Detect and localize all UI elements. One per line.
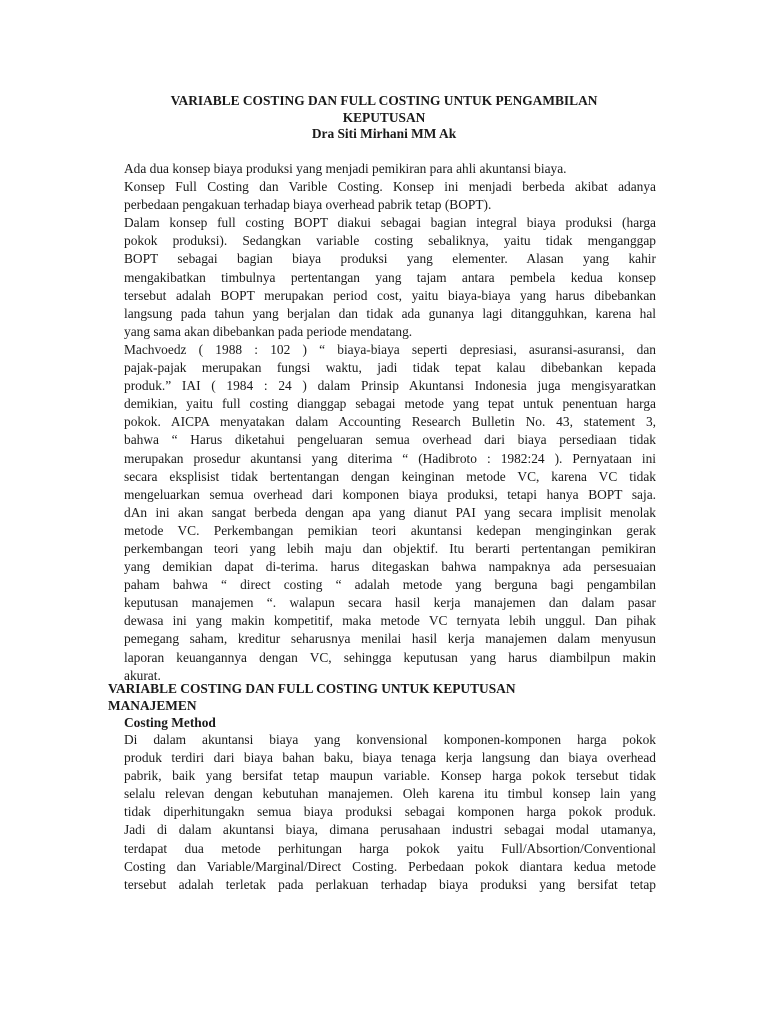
paragraph-line: tersebut adalah BOPT merupakan period cost, yaitu biaya-biaya yang harus dibebankan <box>124 287 656 303</box>
paragraph-line: Costing dan Variable/Marginal/Direct Costing. Perbedaan pokok diantara kedua metode <box>124 858 656 874</box>
paragraph-line: terdapat dua metode perhitungan harga pokok yaitu Full/Absortion/Conventional <box>124 840 656 856</box>
author-line: Dra Siti Mirhani MM Ak <box>311 126 457 141</box>
paragraph-line: dAn ini akan sangat berbeda dengan apa yang dianut PAI yang secara implisit menolak <box>124 504 656 520</box>
paragraph-line: langsung pada tahun yang berjalan dan tidak ada gunanya lagi ditangguhkan, karena hal <box>124 305 656 321</box>
paragraph-line: metode VC. Perkembangan pemikian teori akuntansi kedepan menginginkan gerak <box>124 522 656 538</box>
paragraph-line: merupakan prosedur akuntansi yang diterima “ (Hadibroto : 1982:24 ). Pernyataan ini <box>124 450 656 466</box>
paragraph-line: Konsep Full Costing dan Varible Costing. Konsep ini menjadi berbeda akibat adanya <box>124 179 656 195</box>
paragraph-line: yang sama akan dibebankan pada periode mendatang. <box>124 323 413 339</box>
paragraph-line: pokok. AICPA menyatakan dalam Accounting Research Bulletin No. 43, statement 3, <box>124 414 656 430</box>
paragraph-line: BOPT sebagai bagian biaya produksi yang elementer. Alasan yang kahir <box>124 251 656 267</box>
paragraph-line: perkembangan teori yang lebih maju dan objektif. Itu berarti pertentangan pemikiran <box>124 540 656 556</box>
paragraph-line: dewasa ini yang makin kompetitif, maka metode VC ternyata lebih unggul. Dan pihak <box>124 613 656 629</box>
paragraph-line: laporan keuangannya dengan VC, sehingga keputusan yang harus diambilpun makin <box>124 649 656 665</box>
section2-heading <box>108 680 648 714</box>
paragraph-line: pabrik, baik yang bersifat tetap maupun variable. Konsep harga pokok tersebut tidak <box>124 768 656 784</box>
paragraph-line: secara eksplisist tidak bertentangan dengan keinginan metode VC, karena VC tidak <box>124 468 656 484</box>
paragraph-line: mengeluarkan semua overhead dari komponen biaya produksi, tetapi hanya BOPT saja. <box>124 486 656 502</box>
costing-method-subheading: Costing Method <box>124 715 216 730</box>
paragraph-line: Ada dua konsep biaya produksi yang menjadi pemikiran para ahli akuntansi biaya. <box>124 161 567 176</box>
paragraph-line: demikian, yaitu full costing dianggap sebagai metode yang tepat untuk penentuan harga <box>124 396 656 412</box>
paragraph-line: Jadi di dalam akuntansi biaya, dimana perusahaan industri sebagai modal utamanya, <box>124 822 656 838</box>
paragraph-line: perbedaan pengakuan terhadap biaya overhead pabrik tetap (BOPT). <box>124 197 492 213</box>
paragraph-line: selalu relevan dengan kebutuhan manajemen. Oleh karena itu timbul konsep lain yang <box>124 786 656 802</box>
document-title <box>100 93 668 143</box>
section2-body <box>124 731 656 894</box>
section1-body <box>124 160 656 685</box>
paragraph-line: Di dalam akuntansi biaya yang konvensional komponen-komponen harga pokok <box>124 732 656 747</box>
paragraph-line: pemegang saham, kreditur seharusnya menilai hasil kerja manajemen dalam menyusun <box>124 631 656 647</box>
paragraph-line: akurat. <box>124 667 161 683</box>
paragraph-line: bahwa “ Harus diketahui pengeluaran semua overhead dari biaya persediaan tidak <box>124 432 656 448</box>
paragraph-line: tersebut adalah terletak pada perlakuan terhadap biaya produksi yang bersifat tetap <box>124 876 656 892</box>
section2-heading-line-1: VARIABLE COSTING DAN FULL COSTING UNTUK KEPUTUSAN <box>108 681 516 696</box>
title-line-1: VARIABLE COSTING DAN FULL COSTING UNTUK PENGAMBILAN <box>170 93 598 108</box>
section2-heading-line-2: MANAJEMEN <box>108 698 197 713</box>
paragraph-line: Dalam konsep full costing BOPT diakui sebagai bagian integral biaya produksi (harga <box>124 215 656 231</box>
paragraph-line: pokok produksi). Sedangkan variable costing sebaliknya, yaitu tidak menganggap <box>124 233 656 249</box>
paragraph-line: mengakibatkan timbulnya pertentangan yang tajam antara pembela kedua konsep <box>124 269 656 285</box>
paragraph-line: paham bahwa “ direct costing “ adalah metode yang berguna bagi pengambilan <box>124 577 656 593</box>
paragraph-line: produk.” IAI ( 1984 : 24 ) dalam Prinsip Akuntansi Indonesia juga mengisyaratkan <box>124 378 656 394</box>
paragraph-line: tidak diperhitungakn semua biaya produksi sebagai komponen harga pokok produk. <box>124 804 656 820</box>
title-line-2: KEPUTUSAN <box>342 109 426 125</box>
paragraph-line: Machvoedz ( 1988 : 102 ) “ biaya-biaya seperti depresiasi, asuransi-asuransi, dan <box>124 341 656 357</box>
paragraph-line: produk terdiri dari biaya bahan baku, biaya tenaga kerja langsung dan biaya overhead <box>124 750 656 766</box>
paragraph-line: yang demikian dapat di-terima. harus ditegaskan bahwa nampaknya ada persesuaian <box>124 559 656 575</box>
paragraph-line: pajak-pajak merupakan fungsi waktu, jadi tidak tepat kalau dibebankan kepada <box>124 360 656 376</box>
paragraph-line: keputusan manajemen “. walapun secara hasil kerja manajemen dan dalam pasar <box>124 595 656 611</box>
